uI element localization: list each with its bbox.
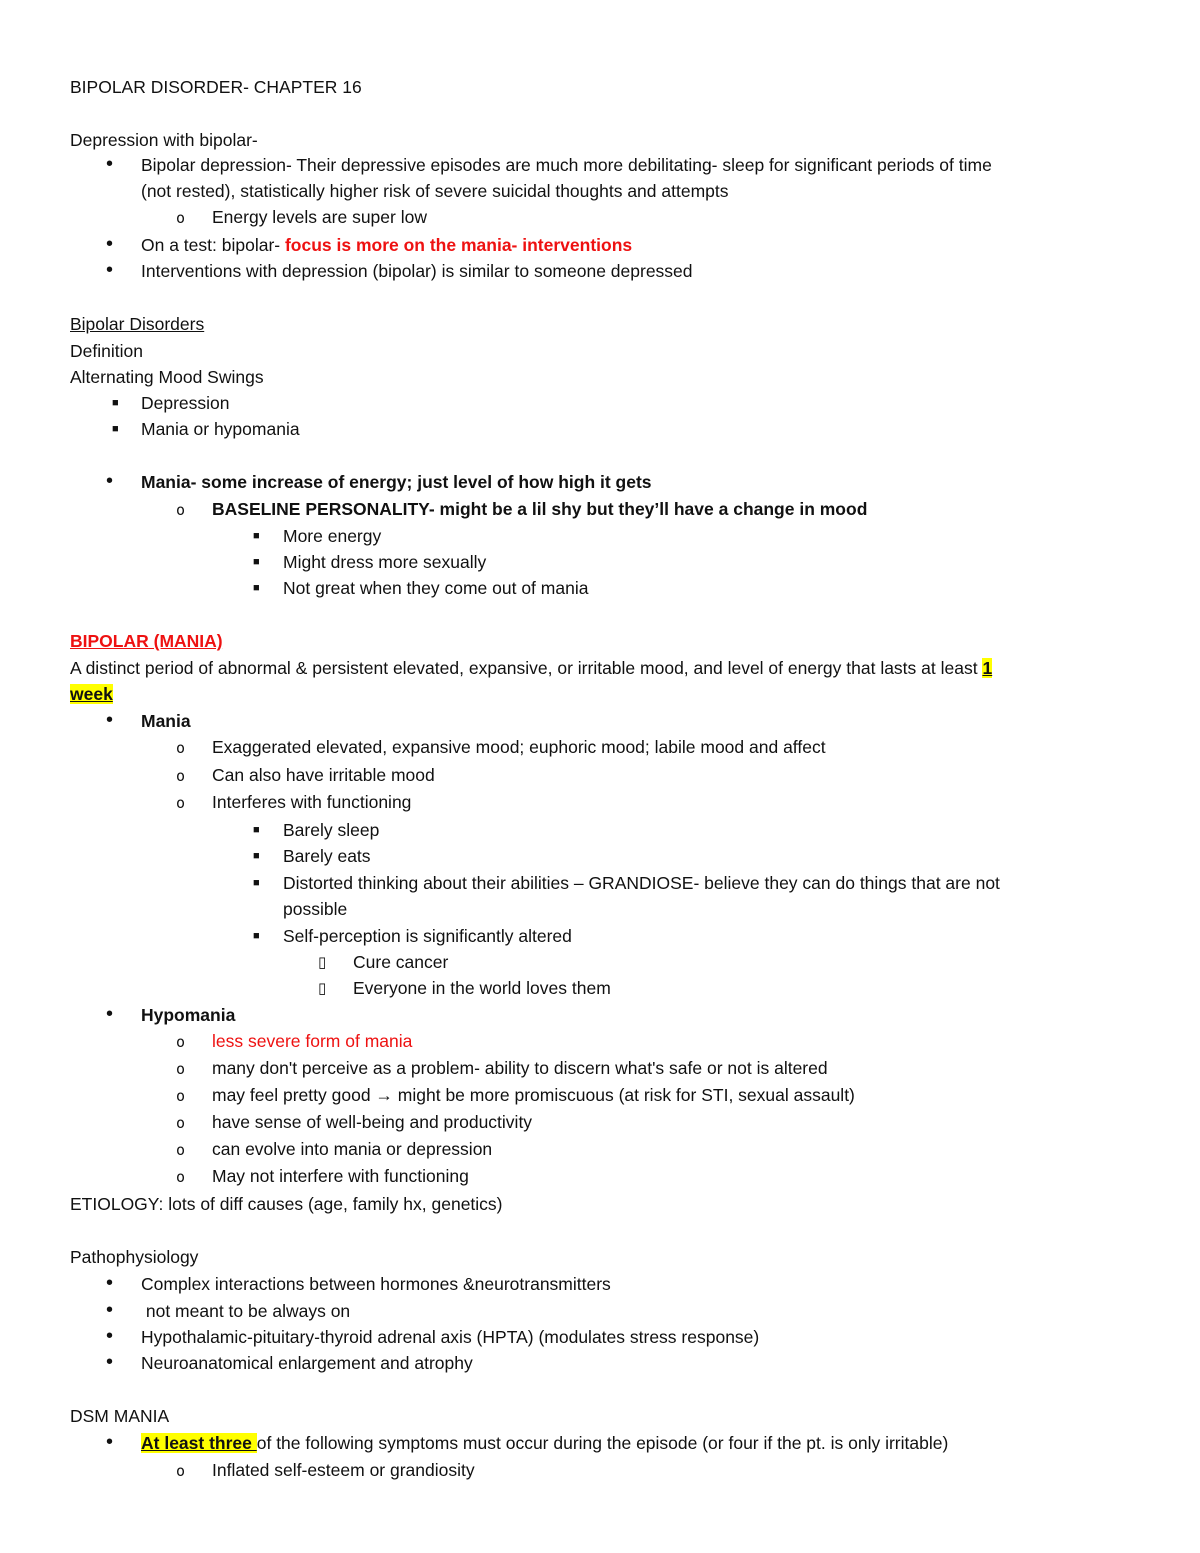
bullet-circle: o	[176, 1462, 186, 1480]
section-heading-depression: Depression with bipolar-	[70, 130, 258, 150]
list-item: Neuroanatomical enlargement and atrophy	[141, 1353, 473, 1373]
bullet-disc: •	[106, 709, 114, 731]
list-item: Barely sleep	[283, 820, 380, 840]
section-heading-bipolar-disorders: Bipolar Disorders	[70, 314, 205, 334]
list-item: Barely eats	[283, 846, 371, 866]
bullet-disc: •	[106, 259, 114, 281]
list-item	[141, 234, 632, 256]
list-item: Inflated self-esteem or grandiosity	[212, 1460, 475, 1480]
list-item-continuation: (not rested), statistically higher risk of severe suicidal thoughts and attempts	[141, 181, 729, 201]
bullet-square: ■	[253, 530, 260, 542]
subheading: Alternating Mood Swings	[70, 367, 264, 387]
list-item: Not great when they come out of mania	[283, 578, 589, 598]
list-item: Can also have irritable mood	[212, 765, 435, 785]
list-item: May not interfere with functioning	[212, 1166, 469, 1186]
bullet-circle: o	[176, 767, 186, 785]
highlight-text: At least three	[141, 1433, 257, 1453]
bullet-disc: •	[106, 1003, 114, 1025]
bullet-disc: •	[106, 233, 114, 255]
list-item: Exaggerated elevated, expansive mood; euphoric mood; labile mood and affect	[212, 737, 826, 757]
list-item: have sense of well-being and productivity	[212, 1112, 533, 1132]
list-item: Depression	[141, 393, 230, 413]
bullet-disc: •	[106, 153, 114, 175]
list-item: Hypothalamic-pituitary-thyroid adrenal axis (HPTA) (modulates stress response)	[141, 1327, 760, 1347]
arrow-right-icon: →	[375, 1085, 393, 1105]
list-item: Energy levels are super low	[212, 207, 427, 227]
list-item	[212, 1084, 855, 1106]
definition-body: A distinct period of abnormal & persistent elevated, expansive, or irritable mood, and level of energy that lasts at least	[70, 658, 983, 678]
list-item: Might dress more sexually	[283, 552, 487, 572]
list-item	[141, 1432, 948, 1454]
list-item: not meant to be always on	[141, 1301, 351, 1321]
section-heading-dsm-mania: DSM MANIA	[70, 1406, 170, 1426]
list-item: Cure cancer	[353, 952, 449, 972]
list-item: Self-perception is significantly altered	[283, 926, 572, 946]
bullet-square: ■	[112, 423, 119, 435]
document-title: BIPOLAR DISORDER- CHAPTER 16	[70, 77, 362, 97]
section-heading-pathophysiology: Pathophysiology	[70, 1247, 199, 1267]
bullet-glyph: ▯	[318, 953, 327, 971]
etiology-line: ETIOLOGY: lots of diff causes (age, family hx, genetics)	[70, 1194, 503, 1214]
list-item: Hypomania	[141, 1005, 236, 1025]
bullet-disc: •	[106, 1431, 114, 1453]
list-item: Mania or hypomania	[141, 419, 300, 439]
section-heading-bipolar-mania: BIPOLAR (MANIA)	[70, 631, 223, 651]
bullet-circle: o	[176, 794, 186, 812]
bullet-circle: o	[176, 1060, 186, 1078]
list-item: Interferes with functioning	[212, 792, 412, 812]
bullet-circle: o	[176, 739, 186, 757]
list-item-text: might be more promiscuous (at risk for STI, sexual assault)	[392, 1085, 855, 1105]
list-item: Interventions with depression (bipolar) is similar to someone depressed	[141, 261, 693, 281]
list-item: Complex interactions between hormones &neurotransmitters	[141, 1274, 611, 1294]
bullet-square: ■	[253, 930, 260, 942]
bullet-disc: •	[106, 1351, 114, 1373]
bullet-square: ■	[112, 397, 119, 409]
bullet-square: ■	[253, 582, 260, 594]
bullet-square: ■	[253, 824, 260, 836]
list-item-text: On a test: bipolar-	[141, 235, 285, 255]
list-item-continuation: possible	[283, 899, 348, 919]
list-item: many don't perceive as a problem- ability to discern what's safe or not is altered	[212, 1058, 828, 1078]
list-item: More energy	[283, 526, 382, 546]
list-item-text: may feel pretty good	[212, 1085, 376, 1105]
list-item: can evolve into mania or depression	[212, 1139, 493, 1159]
bullet-circle: o	[176, 1114, 186, 1132]
bullet-circle: o	[176, 501, 186, 519]
bullet-glyph: ▯	[318, 979, 327, 997]
list-item: Mania- some increase of energy; just level of how high it gets	[141, 472, 652, 492]
list-item: Bipolar depression- Their depressive episodes are much more debilitating- sleep for significant periods of time	[141, 155, 992, 175]
list-item: less severe form of mania	[212, 1031, 413, 1051]
list-item: Distorted thinking about their abilities – GRANDIOSE- believe they can do things that are not	[283, 873, 1000, 893]
list-item-text: of the following symptoms must occur during the episode (or four if the pt. is only irritable)	[256, 1433, 949, 1453]
list-item: Everyone in the world loves them	[353, 978, 611, 998]
bullet-circle: o	[176, 209, 186, 227]
bullet-circle: o	[176, 1033, 186, 1051]
bullet-disc: •	[106, 1325, 114, 1347]
definition-text	[70, 657, 992, 679]
bullet-disc: •	[106, 470, 114, 492]
bullet-square: ■	[253, 556, 260, 568]
bullet-square: ■	[253, 850, 260, 862]
bullet-circle: o	[176, 1141, 186, 1159]
bullet-circle: o	[176, 1087, 186, 1105]
bullet-square: ■	[253, 877, 260, 889]
definition-label: Definition	[70, 341, 143, 361]
emphasis-text: focus is more on the mania- interventions	[284, 235, 633, 255]
definition-continuation	[70, 683, 113, 705]
bullet-disc: •	[106, 1272, 114, 1294]
list-item: BASELINE PERSONALITY- might be a lil shy but they’ll have a change in mood	[212, 499, 868, 519]
highlight-duration: week	[70, 684, 113, 704]
highlight-duration: 1	[982, 658, 993, 678]
bullet-circle: o	[176, 1168, 186, 1186]
bullet-disc: •	[106, 1299, 114, 1321]
list-item: Mania	[141, 711, 191, 731]
